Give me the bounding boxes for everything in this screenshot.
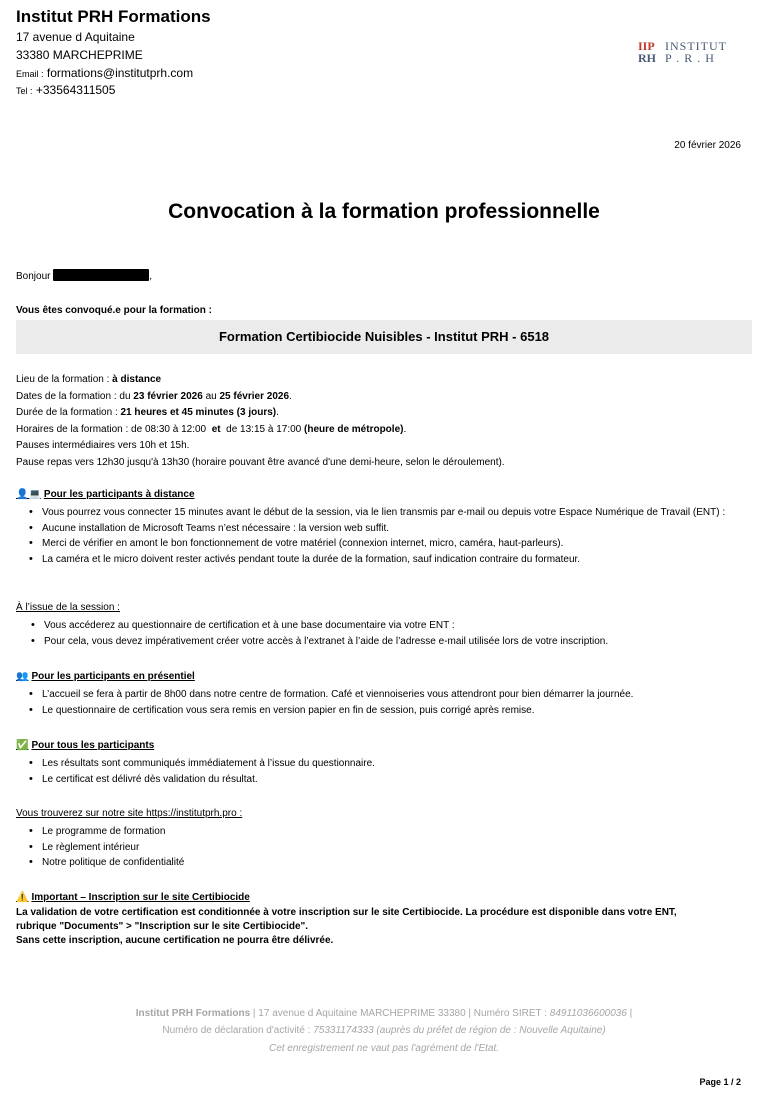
formation-details xyxy=(16,372,505,471)
greeting: Bonjour , xyxy=(16,271,153,282)
section-tous-heading: ✅ Pour tous les participants xyxy=(16,740,155,751)
formation-name-banner: Formation Certibiocide Nuisibles - Institut PRH - 6518 xyxy=(16,320,752,354)
list-item: • Vous pourrez vous connecter 15 minutes avant le début de la session, via le lien transmis par e-mail ou depuis votre Espace Numérique de Travail (ENT) : xyxy=(16,505,746,521)
email-line xyxy=(16,66,193,80)
people-icon: 👥 xyxy=(16,671,29,682)
list-item: • Merci de vérifier en amont le bon fonctionnement de votre matériel (connexion internet, micro, caméra, haut-parleurs). xyxy=(16,536,746,552)
horaires-line: Horaires de la formation : de 08:30 à 12:00 et de 13:15 à 17:00 (heure de métropole). xyxy=(16,423,407,435)
convocation-line: Vous êtes convoqué.e pour la formation : xyxy=(16,305,212,316)
pause-repas-line: Pause repas vers 12h30 jusqu'à 13h30 (horaire pouvant être avancé d'une demi-heure, selon le déroulement). xyxy=(16,456,505,468)
organization-name: Institut PRH Formations xyxy=(16,7,211,26)
list-item: • Vous accéderez au questionnaire de certification et à une base documentaire via votre ENT : xyxy=(18,618,748,634)
site-list xyxy=(16,824,746,871)
section-issue-heading: À l’issue de la session : xyxy=(16,602,120,613)
list-item: • Le programme de formation xyxy=(16,824,746,840)
tel-value: +33564311505 xyxy=(35,83,116,97)
footer-note: Cet enregistrement ne vaut pas l'agrément de l'Etat. xyxy=(268,1043,500,1054)
list-item: • Aucune installation de Microsoft Teams n’est nécessaire : la version web suffit. xyxy=(16,521,746,537)
list-item: • Les résultats sont communiqués immédiatement à l’issue du questionnaire. xyxy=(16,756,746,772)
important-text: La validation de votre certification est conditionnée à votre inscription sur le site Certibiocide. La procédure est disponible dans votre ENT, rubrique "Documents" > "Inscription sur le site Certibiocide". Sans cette inscription, aucune certification ne pourra être délivrée. xyxy=(16,907,677,946)
address-line-2: 33380 MARCHEPRIME xyxy=(16,48,143,62)
tous-list xyxy=(16,756,746,787)
footer-line-1: Institut PRH Formations | 17 avenue d Aquitaine MARCHEPRIME 33380 | Numéro SIRET : 84911036600036 | xyxy=(135,1008,633,1019)
section-distance-heading: 👤💻 Pour les participants à distance xyxy=(16,489,195,500)
email-link[interactable]: formations@institutprh.com xyxy=(46,66,194,80)
page-number: Page 1 / 2 xyxy=(699,1077,741,1087)
institut-prh-logo xyxy=(638,40,740,66)
logo-text: INSTITUT P . R . H xyxy=(665,39,727,65)
redacted-name xyxy=(53,269,149,281)
footer-line-2: Numéro de déclaration d'activité : 75331174333 (auprès du préfet de région de : Nouvelle Aquitaine) xyxy=(162,1025,606,1036)
warning-icon: ⚠️ xyxy=(16,892,29,903)
list-item: • L’accueil se fera à partir de 8h00 dans notre centre de formation. Café et viennoiseries vous attendront pour bien démarrer la journée. xyxy=(16,687,746,703)
lieu-line: Lieu de la formation : à distance xyxy=(16,374,162,385)
list-item: • Le règlement intérieur xyxy=(16,840,746,856)
list-item: • La caméra et le micro doivent rester activés pendant toute la durée de la formation, sauf indication contraire du formateur. xyxy=(16,552,746,568)
email-label: Email : xyxy=(16,69,44,79)
dates-line: Dates de la formation : du 23 février 2026 au 25 février 2026. xyxy=(16,390,292,402)
logo-mark: IIP RH xyxy=(638,39,656,65)
presentiel-list xyxy=(16,687,746,718)
duree-line: Durée de la formation : 21 heures et 45 minutes (3 jours). xyxy=(16,407,279,418)
tel-label: Tel : xyxy=(16,86,33,96)
address-line-1: 17 avenue d Aquitaine xyxy=(16,30,135,44)
page-title: Convocation à la formation professionnelle xyxy=(168,200,600,223)
list-item: • Le questionnaire de certification vous sera remis en version papier en fin de session, puis corrigé après remise. xyxy=(16,703,746,719)
document-date: 20 février 2026 xyxy=(674,140,741,151)
tel-line xyxy=(16,83,115,97)
list-item: • Notre politique de confidentialité xyxy=(16,855,746,871)
section-site-heading: Vous trouverez sur notre site https://institutprh.pro : xyxy=(16,808,243,819)
distance-list xyxy=(16,505,746,567)
section-important-heading: ⚠️ Important – Inscription sur le site Certibiocide xyxy=(16,892,250,903)
issue-list xyxy=(18,618,748,649)
pauses-line: Pauses intermédiaires vers 10h et 15h. xyxy=(16,440,190,451)
list-item: • Le certificat est délivré dès validation du résultat. xyxy=(16,772,746,788)
check-icon: ✅ xyxy=(16,740,29,751)
section-presentiel-heading: 👥 Pour les participants en présentiel xyxy=(16,671,195,682)
list-item: • Pour cela, vous devez impérativement créer votre accès à l’extranet à l’aide de l’adresse e-mail utilisée lors de votre inscription. xyxy=(18,634,748,650)
user-laptop-icon: 👤💻 xyxy=(16,489,41,500)
